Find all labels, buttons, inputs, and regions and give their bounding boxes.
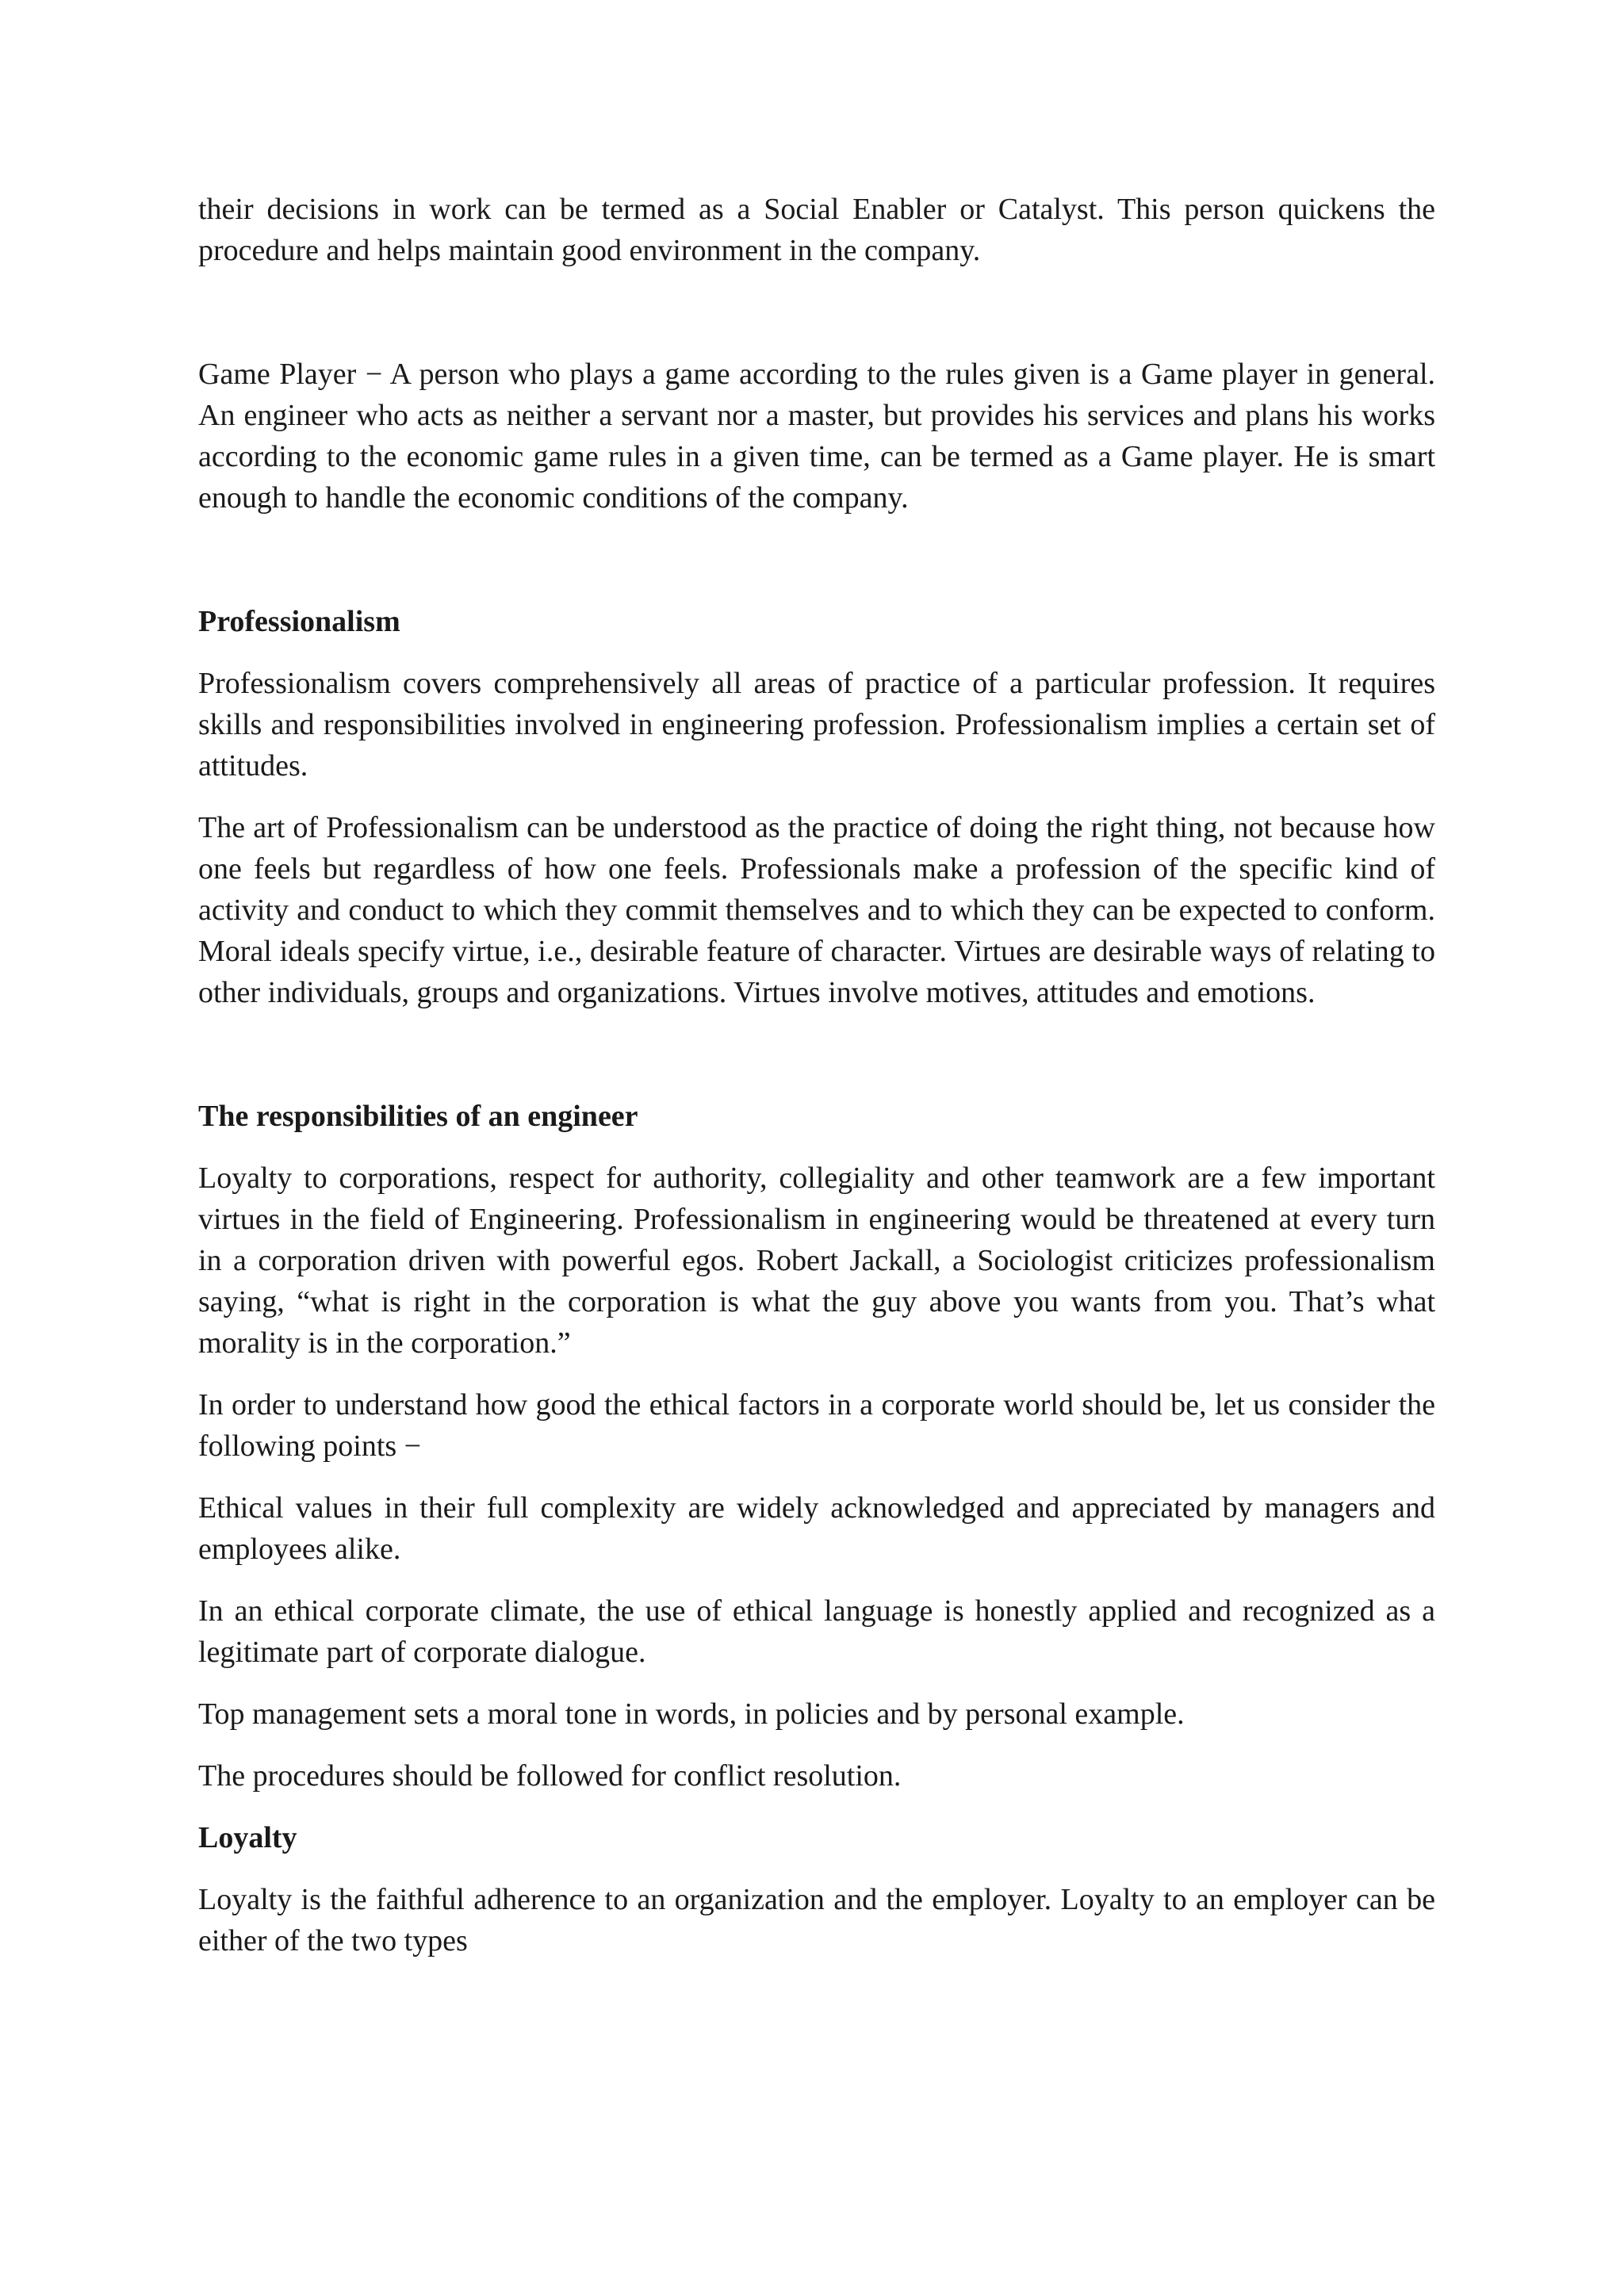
paragraph-professionalism-definition: Professionalism covers comprehensively all areas of practice of a particular profession. It requires skills and responsibilities involved in engineering profession. Professionalism implies a certain set of attitudes.: [198, 667, 1435, 783]
paragraph-art-of-professionalism: The art of Professionalism can be understood as the practice of doing the right thing, not because how one feels but regardless of how one feels. Professionals make a profession of the specific kind of activity and conduct to which they commit themselves and to which they can be expected to conform. Moral ideals specify virtue, i.e., desirable feature of character. Virtues are desirable ways of relating to other individuals, groups and organizations. Virtues involve motives, attitudes and emotions.: [198, 811, 1435, 1009]
paragraph-loyalty-definition: Loyalty is the faithful adherence to an organization and the employer. Loyalty to an employer can be either of the two types: [198, 1883, 1435, 1957]
paragraph-ethical-values: Ethical values in their full complexity are widely acknowledged and appreciated by managers and employees alike.: [198, 1491, 1435, 1566]
document-page: [198, 189, 1435, 1961]
paragraph-game-player: Game Player − A person who plays a game according to the rules given is a Game player in general. An engineer who acts as neither a servant nor a master, but provides his services and plans his works according to the economic game rules in a given time, can be termed as a Game player. He is smart enough to handle the economic conditions of the company.: [198, 358, 1435, 515]
heading-loyalty: Loyalty: [198, 1821, 297, 1854]
heading-professionalism: Professionalism: [198, 605, 400, 638]
paragraph-social-enabler: their decisions in work can be termed as a Social Enabler or Catalyst. This person quickens the procedure and helps maintain good environment in the company.: [198, 193, 1435, 267]
paragraph-ethical-climate: In an ethical corporate climate, the use of ethical language is honestly applied and recognized as a legitimate part of corporate dialogue.: [198, 1594, 1435, 1669]
paragraph-top-management: Top management sets a moral tone in words, in policies and by personal example.: [198, 1697, 1185, 1731]
paragraph-loyalty-to-corporations: Loyalty to corporations, respect for authority, collegiality and other teamwork are a few important virtues in the field of Engineering. Professionalism in engineering would be threatened at every turn in a corporation driven with powerful egos. Robert Jackall, a Sociologist criticizes professionalism saying, “what is right in the corporation is what the guy above you wants from you. That’s what morality is in the corporation.”: [198, 1161, 1435, 1360]
heading-responsibilities: The responsibilities of an engineer: [198, 1100, 638, 1133]
paragraph-ethical-factors-intro: In order to understand how good the ethical factors in a corporate world should be, let us consider the following points −: [198, 1388, 1435, 1463]
paragraph-conflict-resolution: The procedures should be followed for conflict resolution.: [198, 1759, 902, 1793]
